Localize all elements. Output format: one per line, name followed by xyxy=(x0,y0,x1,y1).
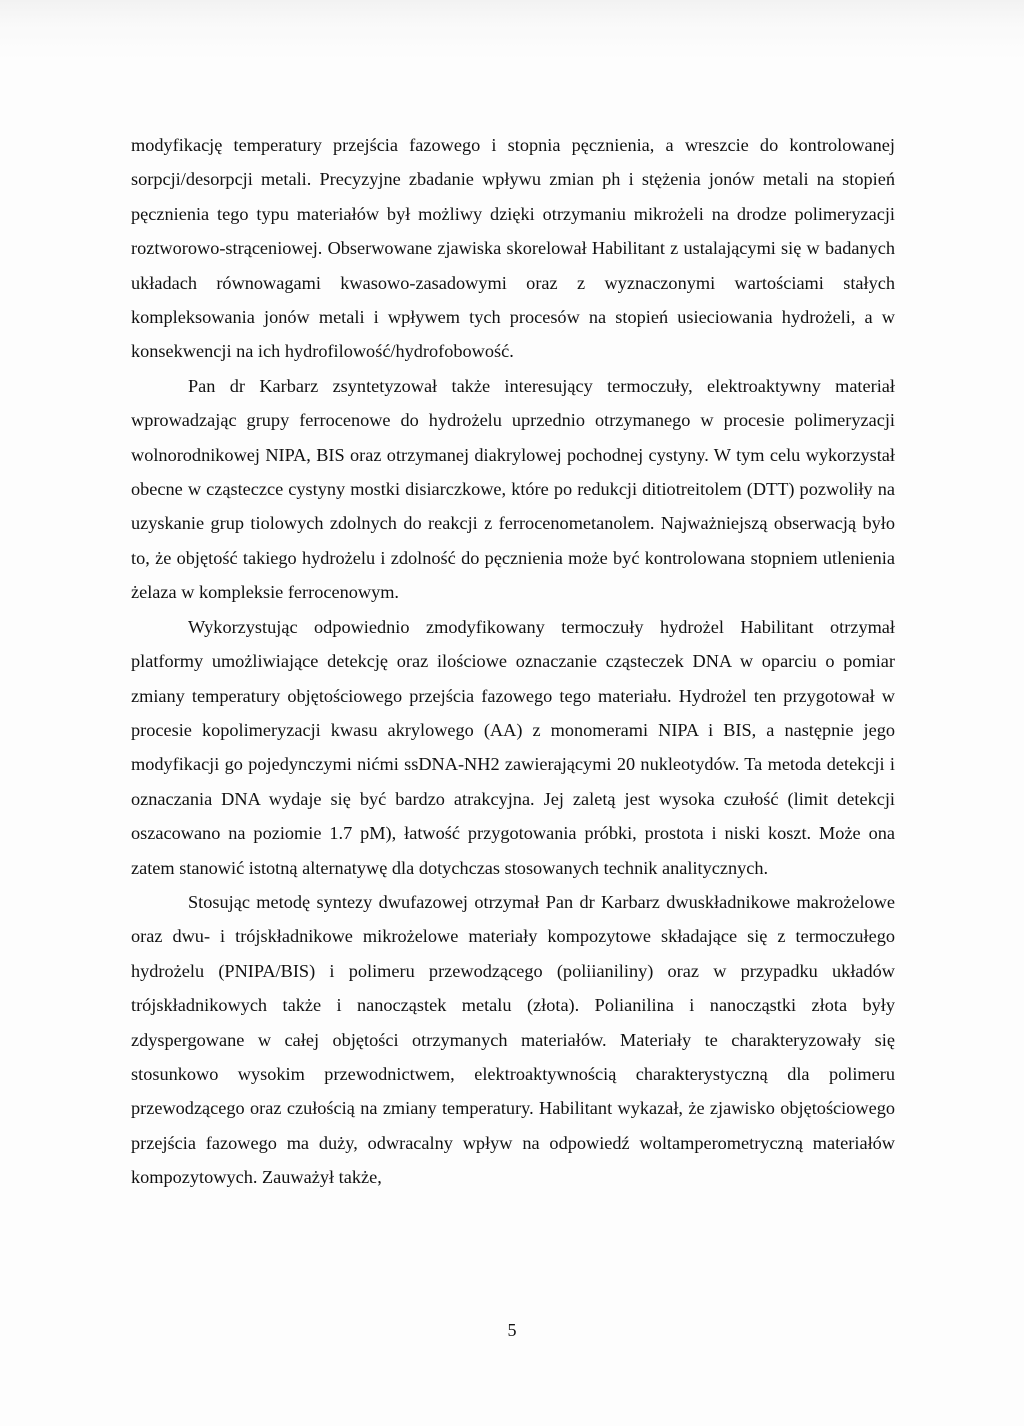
paragraph-1: modyfikację temperatury przejścia fazowego i stopnia pęcznienia, a wreszcie do kontrolowanej sorpcji/desorpcji metali. Precyzyjne zbadanie wpływu zmian ph i stężenia jonów metali na stopień pęcznienia tego typu materiałów był możliwy dzięki otrzymaniu mikrożeli na drodze polimeryzacji roztworowo-strąceniowej. Obserwowane zjawiska skorelował Habilitant z ustalającymi się w badanych układach równowagami kwasowo-zasadowymi oraz z wyznaczonymi wartościami stałych kompleksowania jonów metali i wpływem tych procesów na stopień usieciowania hydrożeli, a w konsekwencji na ich hydrofilowość/hydrofobowość. xyxy=(131,135,895,362)
scan-edge-artifact xyxy=(0,0,1024,60)
paragraph-4: Stosując metodę syntezy dwufazowej otrzymał Pan dr Karbarz dwuskładnikowe makrożelowe oraz dwu- i trójskładnikowe mikrożelowe materiały kompozytowe składające się z termoczułego hydrożelu (PNIPA/BIS) i polimeru przewodzącego (poliianiliny) oraz w przypadku układów trójskładnikowych także i nanocząstek metalu (złota). Polianilina i nanocząstki złota były zdyspergowane w całej objętości otrzymanych materiałów. Materiały te charakteryzowały się stosunkowo wysokim przewodnictwem, elektroaktywnością charakterystyczną dla polimeru przewodzącego oraz czułością na zmiany temperatury. Habilitant wykazał, że zjawisko objętościowego przejścia fazowego ma duży, odwracalny wpływ na odpowiedź woltamperometryczną materiałów kompozytowych. Zauważył także, xyxy=(131,891,895,1188)
page-number: 5 xyxy=(507,1320,517,1340)
paragraph-3: Wykorzystując odpowiednio zmodyfikowany termoczuły hydrożel Habilitant otrzymał platformy umożliwiające detekcję oraz ilościowe oznaczanie cząsteczek DNA w oparciu o pomiar zmiany temperatury objętościowego przejścia fazowego tego materiału. Hydrożel ten przygotował w procesie kopolimeryzacji kwasu akrylowego (AA) z monomerami NIPA i BIS, a następnie jego modyfikacji go pojedynczymi nićmi ssDNA-NH2 zawierającymi 20 nukleotydów. Ta metoda detekcji i oznaczania DNA wydaje się być bardzo atrakcyjna. Jej zaletą jest wysoka czułość (limit detekcji oszacowano na poziomie 1.7 pM), łatwość przygotowania próbki, prostota i niski koszt. Może ona zatem stanowić istotną alternatywę dla dotychczas stosowanych technik analitycznych. xyxy=(131,616,895,878)
paragraph-2: Pan dr Karbarz zsyntetyzował także interesujący termoczuły, elektroaktywny materiał wprowadzając grupy ferrocenowe do hydrożelu uprzednio otrzymanego w procesie polimeryzacji wolnorodnikowej NIPA, BIS oraz otrzymanej diakrylowej pochodnej cystyny. W tym celu wykorzystał obecne w cząsteczce cystyny mostki disiarczkowe, które po redukcji ditiotreitolem (DTT) pozwoliły na uzyskanie grup tiolowych zdolnych do reakcji z ferrocenometanolem. Najważniejszą obserwacją było to, że objętość takiego hydrożelu i zdolność do pęcznienia może być kontrolowana stopniem utlenienia żelaza w kompleksie ferrocenowym. xyxy=(131,375,895,603)
body-text xyxy=(131,128,895,1195)
